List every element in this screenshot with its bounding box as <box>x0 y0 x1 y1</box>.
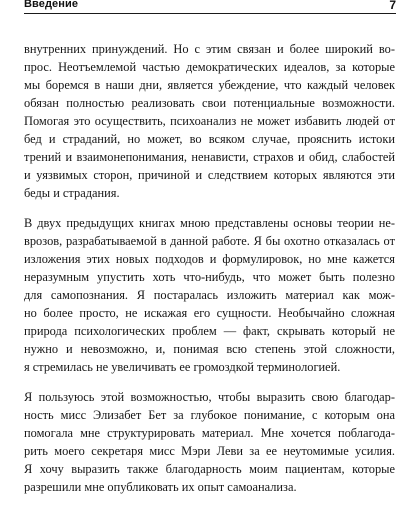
text-line: Я пользуюсь этой возможностью, чтобы выразить свою благодар- <box>24 390 395 404</box>
text-line: рить моего секретаря мисс Мэри Леви за ее неутомимые усилия. <box>24 444 395 458</box>
text-line: Помогая это осуществить, психоанализ не может избавить людей от <box>24 114 395 128</box>
text-line: мы боремся в наши дни, является убеждение, что каждый человек <box>24 78 395 92</box>
text-line: природа психологических проблем — факт, скрывать который не <box>24 324 395 338</box>
text-line: бед и страданий, но может, во всяком случае, прояснить истоки <box>24 132 395 146</box>
text-line: обязан полностью реализовать свои потенциальные возможности. <box>24 96 395 110</box>
text-line: изложения этих новых подходов и формулировок, но мне кажется <box>24 252 395 266</box>
text-line: В двух предыдущих книгах мною представлены основы теории не- <box>24 216 395 230</box>
header-divider <box>24 13 396 14</box>
text-line: трений и взаимонепонимания, ненависти, страхов и обид, слабостей <box>24 150 395 164</box>
text-line: я стремилась не увеличивать ее громоздкой терминологией. <box>24 360 341 374</box>
body-text <box>24 40 395 508</box>
text-line: Я хочу выразить также благодарность моим пациентам, которые <box>24 462 395 476</box>
text-line: прос. Неотъемлемой частью демократических идеалов, за которые <box>24 60 395 74</box>
text-line: врозов, разрабатываемой в данной работе. Я бы охотно отказалась от <box>24 234 395 248</box>
text-line: помогала мне структурировать материал. Мне хочется поблагода- <box>24 426 395 440</box>
page-number: 7 <box>389 0 396 12</box>
text-line: разрешили мне опубликовать их опыт самоанализа. <box>24 480 297 494</box>
text-line: для самопознания. Я постаралась изложить материал как мож- <box>24 288 395 302</box>
text-line: внутренних принуждений. Но с этим связан и более широкий во- <box>24 42 395 56</box>
text-line: беды и страдания. <box>24 186 120 200</box>
text-line: но более просто, не искажая его сущности. Необычайно сложная <box>24 306 395 320</box>
paragraph-2 <box>24 214 395 376</box>
text-line: и уязвимых сторон, причиной и следствием которых являются эти <box>24 168 395 182</box>
text-line: неразумным упустить хоть что-нибудь, что может быть полезно <box>24 270 395 284</box>
chapter-title: Введение <box>24 0 79 10</box>
text-line: ность мисс Элизабет Бет за глубокое понимание, с которым она <box>24 408 395 422</box>
paragraph-3 <box>24 388 395 496</box>
paragraph-1 <box>24 40 395 202</box>
text-line: нужно и невозможно, и, понимая всю степень этой сложности, <box>24 342 395 356</box>
running-header <box>0 0 420 20</box>
